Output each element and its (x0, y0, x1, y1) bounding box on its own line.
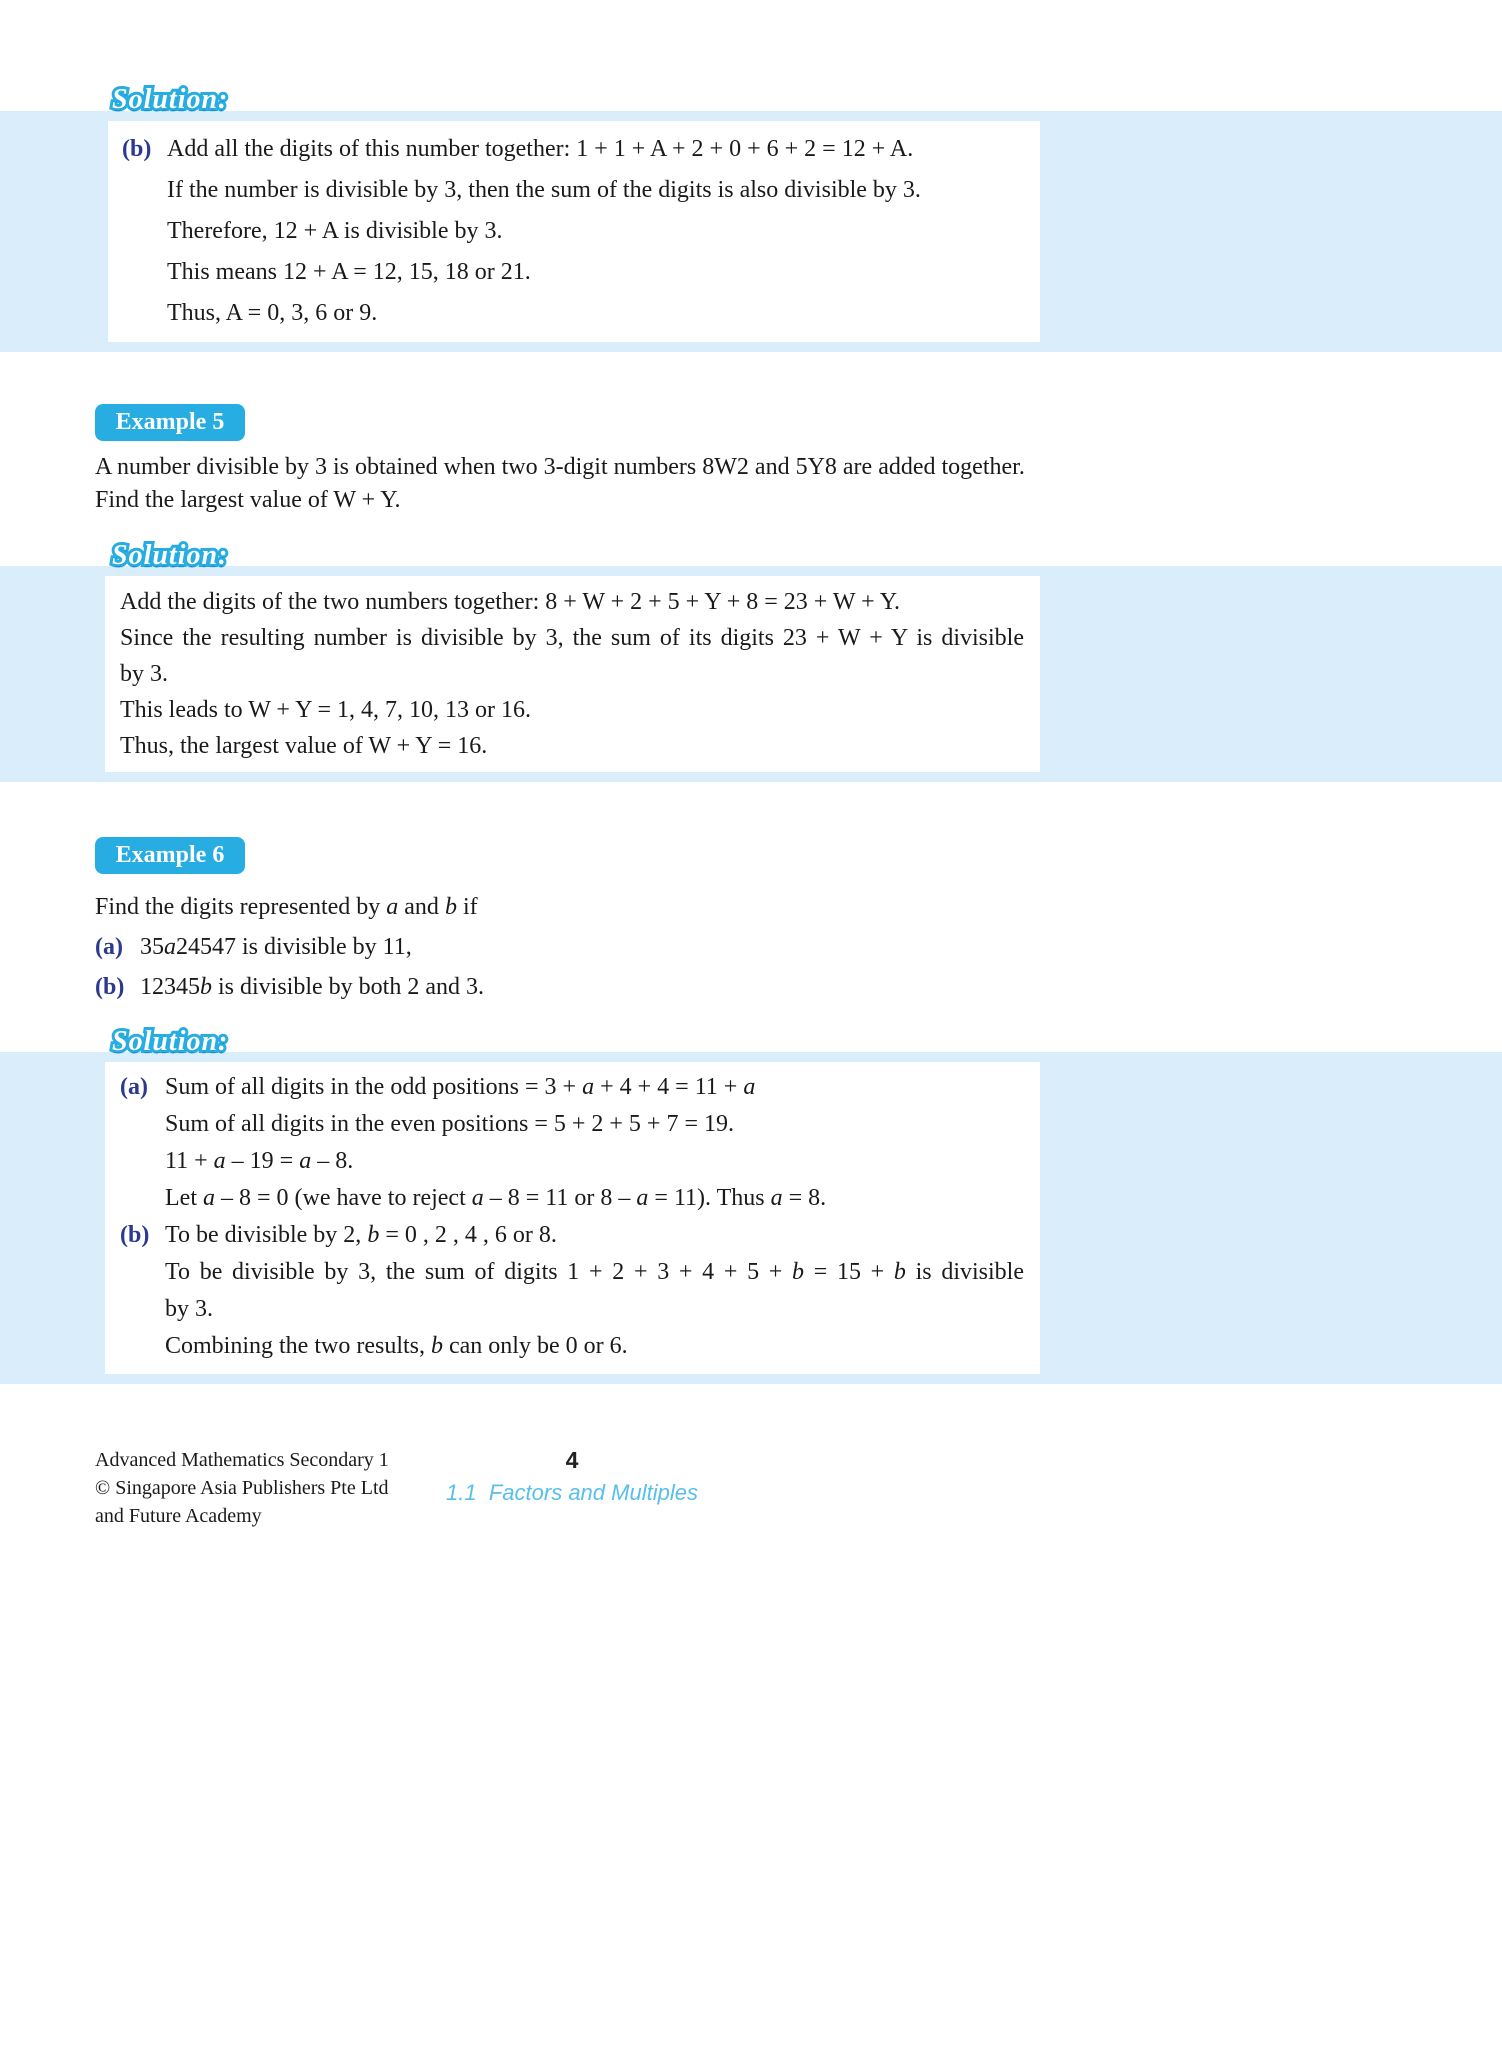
line-text: Thus, the largest value of W + Y = 16. (120, 733, 488, 759)
solution-box (105, 1062, 1040, 1374)
solution-line (120, 1291, 1024, 1328)
line-text: This leads to W + Y = 1, 4, 7, 10, 13 or 16. (120, 697, 532, 723)
line-text: Add the digits of the two numbers together: 8 + W + 2 + 5 + Y + 8 = 23 + W + Y. (120, 589, 901, 615)
solution-line (120, 656, 1024, 692)
line-text: A number divisible by 3 is obtained when two 3-digit numbers 8W2 and 5Y8 are added together. (95, 454, 1025, 480)
solution-box (105, 576, 1040, 772)
line-text: by 3. (165, 1296, 213, 1322)
solution-label: Solution: (112, 540, 229, 571)
solution-line (122, 129, 1024, 170)
item-marker: (b) (95, 974, 125, 1000)
line-text: Therefore, 12 + A is divisible by 3. (167, 218, 503, 244)
line-text: To be divisible by 2, b = 0 , 2 , 4 , 6 or 8. (165, 1222, 557, 1248)
line-text: If the number is divisible by 3, then the sum of the digits is also divisible by 3. (167, 177, 921, 203)
solution-line (120, 692, 1024, 728)
problem-line (95, 967, 1075, 1007)
line-text: Find the largest value of W + Y. (95, 487, 401, 513)
item-marker: (a) (95, 934, 123, 960)
line-text: Let a – 8 = 0 (we have to reject a – 8 = 11 or 8 – a = 11). Thus a = 8. (165, 1185, 827, 1211)
item-marker: (b) (122, 136, 152, 162)
problem-line (95, 451, 1075, 484)
imprint-line: © Singapore Asia Publishers Pte Ltd (95, 1477, 389, 1499)
problem-line (95, 484, 1075, 517)
line-text: 11 + a – 19 = a – 8. (165, 1148, 354, 1174)
solution-band (0, 1052, 1502, 1384)
solution-line (122, 170, 1024, 211)
line-text: Since the resulting number is divisible by 3, the sum of its digits 23 + W + Y is divisible (120, 625, 1024, 651)
solution-line (120, 1254, 1024, 1291)
solution-line (120, 1217, 1024, 1254)
solution-line (120, 1328, 1024, 1365)
solution-line (120, 1180, 1024, 1217)
line-text: Add all the digits of this number together: 1 + 1 + A + 2 + 0 + 6 + 2 = 12 + A. (167, 136, 914, 162)
imprint-line: Advanced Mathematics Secondary 1 (95, 1449, 389, 1471)
solution-band (0, 111, 1502, 352)
example-problem (95, 451, 1075, 517)
imprint (95, 1446, 389, 1530)
line-text: 35a24547 is divisible by 11, (140, 934, 412, 960)
solution-line (120, 1106, 1024, 1143)
solution-line (120, 1069, 1024, 1106)
line-text: Find the digits represented by a and b if (95, 894, 478, 920)
line-text: by 3. (120, 661, 168, 687)
example-badge: Example 5 (95, 404, 245, 441)
solution-line (122, 211, 1024, 252)
line-text: Sum of all digits in the odd positions = 3 + a + 4 + 4 = 11 + a (165, 1074, 756, 1100)
solution-label: Solution: (112, 1026, 229, 1057)
line-text: Thus, A = 0, 3, 6 or 9. (167, 300, 378, 326)
line-text: Combining the two results, b can only be 0 or 6. (165, 1333, 628, 1359)
solution-box (108, 121, 1040, 342)
imprint-line: and Future Academy (95, 1505, 262, 1527)
solution-label: Solution: (112, 84, 229, 115)
solution-line (120, 584, 1024, 620)
page-number: 4 (565, 1447, 579, 1473)
solution-line (120, 620, 1024, 656)
solution-line (122, 293, 1024, 334)
example-problem (95, 887, 1075, 1007)
example-badge: Example 6 (95, 837, 245, 874)
section-title: 1.1 Factors and Multiples (446, 1480, 698, 1505)
line-text: Sum of all digits in the even positions = 5 + 2 + 5 + 7 = 19. (165, 1111, 734, 1137)
item-marker: (a) (120, 1074, 148, 1100)
solution-line (122, 252, 1024, 293)
solution-band (0, 566, 1502, 782)
line-text: 12345b is divisible by both 2 and 3. (140, 974, 484, 1000)
solution-line (120, 1143, 1024, 1180)
line-text: To be divisible by 3, the sum of digits 1 + 2 + 3 + 4 + 5 + b = 15 + b is divisible (165, 1259, 1025, 1285)
line-text: This means 12 + A = 12, 15, 18 or 21. (167, 259, 531, 285)
solution-line (120, 728, 1024, 764)
problem-line (95, 927, 1075, 967)
problem-line (95, 887, 1075, 927)
item-marker: (b) (120, 1222, 150, 1248)
